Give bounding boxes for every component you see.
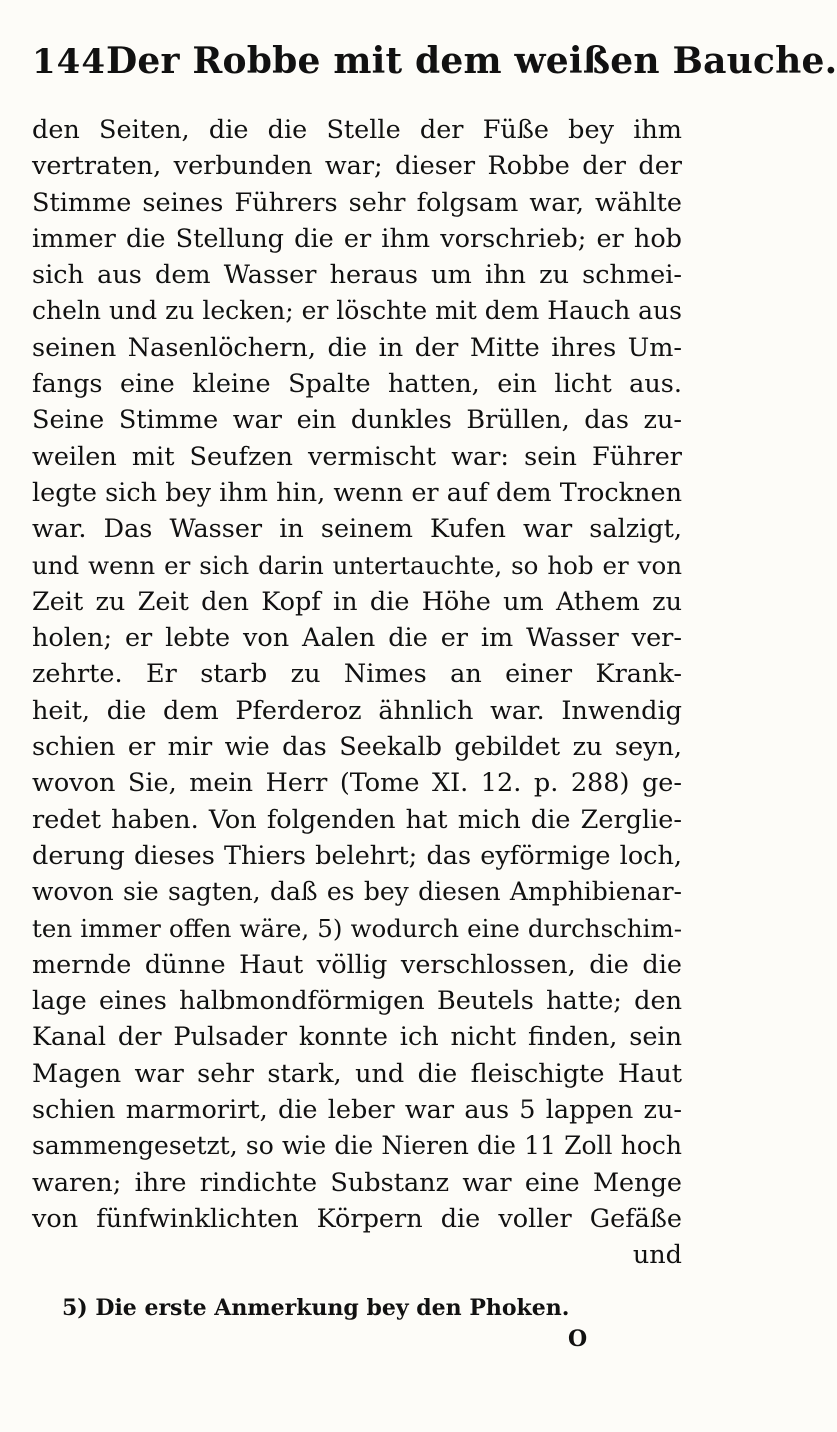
text-line: und wenn er sich darin untertauchte, so hob er von [32,550,682,580]
text-line: weilen mit Seufzen vermischt war: sein Führer [32,441,682,472]
text-line: legte sich bey ihm hin, wenn er auf dem Trocknen [32,477,682,508]
text-line: heit, die dem Pferderoz ähnlich war. Inwendig [32,695,682,726]
text-line: zehrte. Er starb zu Nimes an einer Krank- [32,659,682,690]
text-line: seinen Nasenlöchern, die in der Mitte ihres Um- [32,332,682,363]
text-line: von fünfwinklichten Körpern die voller Gefäße [32,1203,682,1234]
text-line: wovon sie sagten, daß es bey diesen Amphibienar- [32,877,682,907]
text-line: derung dieses Thiers belehrt; das eyförmige loch, [32,840,682,871]
text-line: sammengesetzt, so wie die Nieren die 11 Zoll hoch [32,1131,682,1161]
catchword: und [632,1240,682,1271]
text-line: wovon Sie, mein Herr (Tome XI. 12. p. 288) ge- [32,768,682,799]
text-line: fangs eine kleine Spalte hatten, ein licht aus. [32,369,682,400]
text-line: immer die Stellung die er ihm vorschrieb; er hob [32,223,682,254]
text-line: ten immer offen wäre, 5) wodurch eine durchschim- [32,913,682,943]
text-line: holen; er lebte von Aalen die er im Wasser ver- [32,623,682,654]
body-text [32,112,682,1274]
running-head: Der Robbe mit dem weißen Bauche. [105,40,837,82]
signature-mark: O [568,1326,588,1352]
text-line: Seine Stimme war ein dunkles Brüllen, das zu- [32,405,682,436]
text-line: sich aus dem Wasser heraus um ihn zu schmei- [32,260,682,291]
page-number: 144 [32,42,106,82]
footnote: 5) Die erste Anmerkung bey den Phoken. [62,1295,570,1321]
page-header [32,40,837,90]
text-line: Magen war sehr stark, und die fleischigte Haut [32,1058,682,1089]
text-line: mernde dünne Haut völlig verschlossen, die die [32,949,682,980]
text-line: Kanal der Pulsader konnte ich nicht finden, sein [32,1022,682,1053]
text-line: Zeit zu Zeit den Kopf in die Höhe um Athem zu [32,586,682,617]
text-line: waren; ihre rindichte Substanz war eine Menge [32,1167,682,1198]
text-line: Stimme seines Führers sehr folgsam war, wählte [32,187,682,218]
text-line: cheln und zu lecken; er löschte mit dem Hauch aus [32,296,682,326]
text-line: vertraten, verbunden war; dieser Robbe der der [32,151,682,182]
text-line: den Seiten, die die Stelle der Füße bey ihm [32,115,682,145]
text-line: schien marmorirt, die leber war aus 5 lappen zu- [32,1095,682,1126]
text-line: war. Das Wasser in seinem Kufen war salzigt, [32,514,682,545]
text-line: lage eines halbmondförmigen Beutels hatte; den [32,986,682,1017]
text-line: schien er mir wie das Seekalb gebildet zu seyn, [32,732,682,763]
text-line: redet haben. Von folgenden hat mich die Zerglie- [32,804,682,835]
